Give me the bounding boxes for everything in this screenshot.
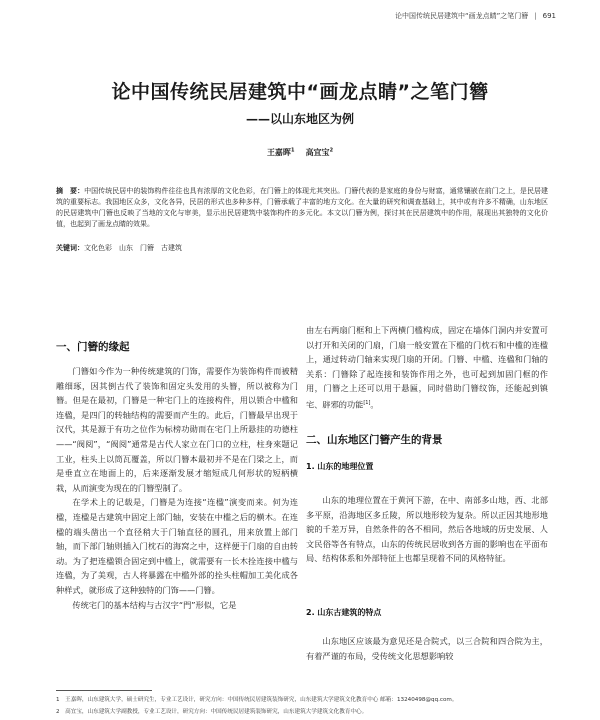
paragraph-end: 。 <box>370 399 379 410</box>
right-column-continued <box>306 323 548 412</box>
author-name: 高宜宝 <box>305 148 330 157</box>
author-mark: 1 <box>290 147 295 154</box>
paper-subtitle: ——以山东地区为例 <box>245 112 354 126</box>
paragraph: 山东的地理位置在于黄河下游，在中、南部多山地，西、北部多平原，沿海地区多丘陵，所以地形较为复杂。所以正因其地形地貌的千差万异，自然条件的各不相同，然后各地域的历史发展、人文民俗等各有特点，山东的传统民居收到各方面的影响也在平面布局、结构体系和外部特征上也都呈现着不同的风格特征。 <box>306 495 548 564</box>
running-header <box>395 11 556 21</box>
running-header-title: 论中国传统民居建筑中“画龙点睛”之笔门簪 <box>395 12 529 20</box>
footnote-1: 1 王嘉晖，山东建筑大学，硕士研究生，专业工艺设计，研究方向：中国传统民居建筑装饰研究，山东建筑大学建筑文化教育中心 邮箱：13240498@qq.com。 <box>56 697 458 703</box>
header-separator: | <box>534 12 537 20</box>
section-heading-background: 二、山东地区门簪产生的背景 <box>306 434 443 446</box>
author-mark: 2 <box>329 147 334 154</box>
subheading-features: 2. 山东古建筑的特点 <box>306 608 382 617</box>
right-column-geography <box>306 493 548 566</box>
author-name: 王嘉晖 <box>266 148 291 157</box>
paragraph: 传统宅门的基本结构与古汉字“門”形似，它是 <box>72 599 237 610</box>
right-column-features <box>306 634 548 663</box>
paragraph-text: 由左右两扇门框和上下两横门槛构成，固定在墙体门洞内并安置可以打开和关闭的门扇，门扇一般安置在下槛的门枕石和中槛的连楹上，通过转动门轴来实现门扇的开闭。门簪、中槛、连楹和门轴的关系：门簪除了起连接和装饰作用之外，也可起到加固门框的作用，门簪之上还可以用于悬匾，同时借助门簪纹饰，还能起到镇宅、辟邪的功能 <box>306 325 548 410</box>
section-heading-origin: 一、门簪的缘起 <box>56 341 130 353</box>
paper-title: 论中国传统民居建筑中“画龙点睛”之笔门簪 <box>111 81 489 103</box>
author-list <box>0 147 600 158</box>
left-column-text <box>56 364 298 612</box>
abstract-text: 中国传统民居中的装饰构件往往也具有浓厚的文化色彩，在门簪上的体现尤其突出。门簪代表的是家庭的身份与财富，通常镶嵌在前门之上，是民居建筑的重要标志。我国地区众多，文化各异，民居的形式也多种多样，门簪承载了丰富的地方文化。在大量的研究和调查基础上，其中或有许多不精确，山东地区的民居建筑中门簪也反映了当地的文化与审美，显示出民居建筑中装饰构件的多元化。本文以门簪为例，探讨其在民居建筑中的作用，展现出其独特的文化价值，也起到了画龙点睛的效果。 <box>56 187 549 228</box>
abstract <box>56 186 548 230</box>
subheading-geography: 1. 山东的地理位置 <box>306 462 374 471</box>
footnote-divider <box>56 690 152 691</box>
citation-mark: [1] <box>363 399 371 406</box>
paragraph: 山东地区应该最为意见还是合院式，以三合院和四合院为主，有着严谨的布局，受传统文化思想影响较 <box>306 636 548 661</box>
footnote-2: 2 高宜宝，山东建筑大学副教授，专业工艺设计，研究方向：中国传统民居建筑装饰研究，山东建筑大学建筑文化教育中心。 <box>56 709 368 715</box>
keywords <box>56 243 548 253</box>
paragraph: 门簪如今作为一种传统建筑的门饰，需要作为装饰构件而被精雕细琢，因其倒古代了装饰和固定头发用的头簪，所以被称为门簪。但是在最初，门簪是一种宅门上的连接构件，用以锁合中槛和连楹，是四门的转轴结构的需要而产生的。此后，门簪最早出现于汉代，其是源于有功之位作为标榜功勋而在宅门上所悬挂的功德柱——“阀阅”，“阀阅”通常是古代人家立在门口的立柱，柱身來题记工业，柱头上以筒瓦覆盖，所以门簪本最初并不是在门梁之上，而是垂直立在地面上的，后来逐渐发展才缩短成几何形状的短柄横栽，从而演变为现在的门簪型制了。 <box>56 366 298 493</box>
paragraph: 在学术上的记载是，门簪是为连接“连楹”演变而来。何为连楹，连楹是古建筑中固定上部门轴，安装在中槛之后的横木。在连楹的端头凿出一个直径稍大于门轴直径的圆孔，用来放置上部门轴，而下部门轴则插入门枕石的海窝之中，这样便于门扇的自由转动。为了把连楹锁合固定到中槛上，就需要有一长木拴连接中槛与连楹，为了美观，古人将暴露在中槛外部的拴头柱帽加工美化成各种样式，就形成了这种独特的门饰——门簪。 <box>56 497 298 595</box>
paragraph <box>306 323 548 412</box>
keywords-label: 关键词： <box>56 244 84 252</box>
keywords-text: 文化色彩 山东 门簪 古建筑 <box>84 244 182 252</box>
page-number: 691 <box>542 12 556 20</box>
abstract-label: 摘 要： <box>56 187 85 195</box>
